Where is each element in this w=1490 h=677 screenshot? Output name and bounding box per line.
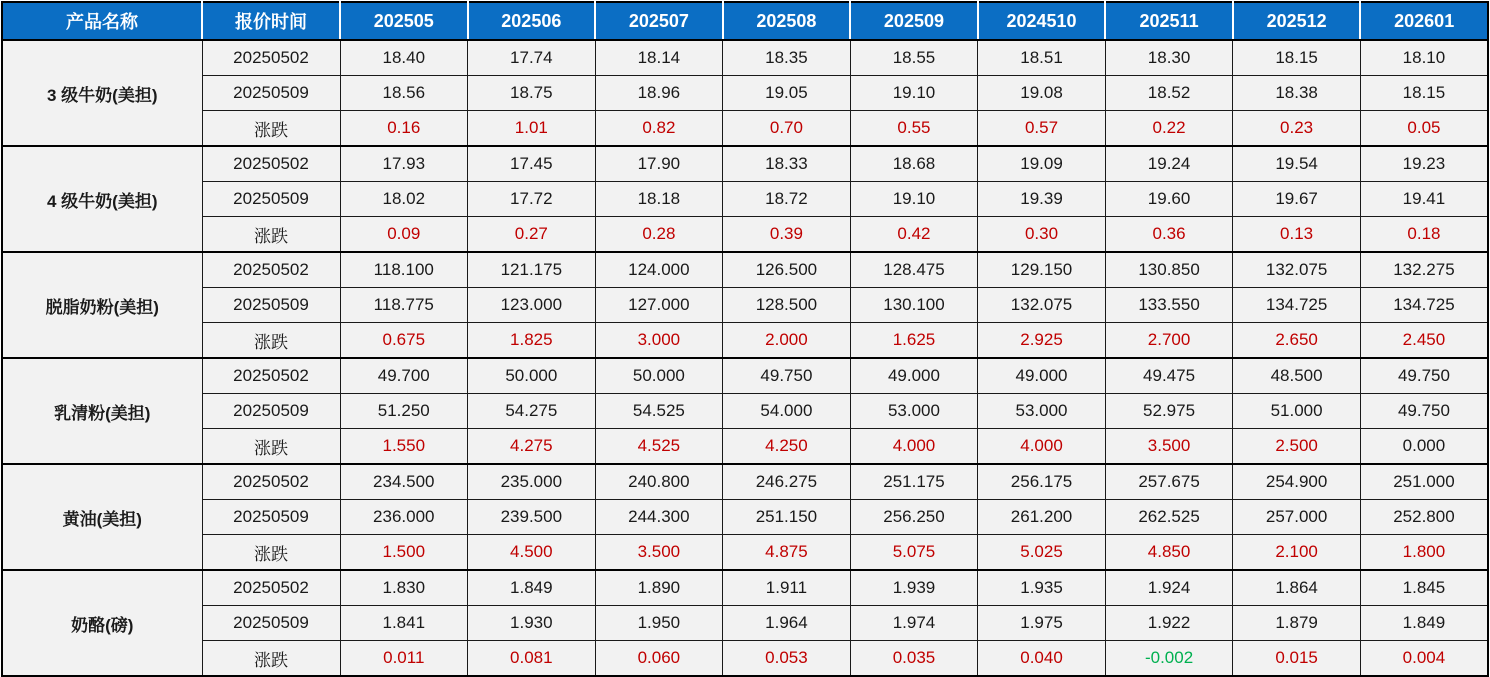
quote-date-cell: 20250502 — [202, 252, 340, 288]
change-value-cell: 0.040 — [978, 641, 1106, 677]
price-value-cell: 121.175 — [468, 252, 596, 288]
price-value-cell: 19.10 — [850, 76, 978, 111]
price-value-cell: 128.475 — [850, 252, 978, 288]
column-header: 报价时间 — [202, 2, 340, 40]
product-name-cell: 乳清粉(美担) — [2, 358, 202, 464]
column-header: 202508 — [723, 2, 851, 40]
column-header: 202509 — [850, 2, 978, 40]
change-label-cell: 涨跌 — [202, 641, 340, 677]
change-value-cell: 0.28 — [595, 217, 723, 253]
change-value-cell: 3.000 — [595, 323, 723, 359]
change-value-cell: 3.500 — [1105, 429, 1233, 465]
price-value-cell: 19.05 — [723, 76, 851, 111]
table-body — [2, 40, 1488, 676]
price-value-cell: 262.525 — [1105, 500, 1233, 535]
change-value-cell: 5.025 — [978, 535, 1106, 571]
price-value-cell: 1.922 — [1105, 606, 1233, 641]
change-value-cell: 4.000 — [850, 429, 978, 465]
quote-date-cell: 20250509 — [202, 288, 340, 323]
column-header: 202507 — [595, 2, 723, 40]
price-value-cell: 19.60 — [1105, 182, 1233, 217]
price-value-cell: 128.500 — [723, 288, 851, 323]
change-value-cell: -0.002 — [1105, 641, 1233, 677]
price-value-cell: 130.100 — [850, 288, 978, 323]
price-value-cell: 18.15 — [1360, 76, 1488, 111]
price-value-cell: 49.000 — [978, 358, 1106, 394]
change-label-cell: 涨跌 — [202, 217, 340, 253]
price-value-cell: 251.000 — [1360, 464, 1488, 500]
price-value-cell: 18.40 — [340, 40, 468, 76]
quote-row — [2, 464, 1488, 500]
price-value-cell: 54.000 — [723, 394, 851, 429]
change-value-cell: 0.004 — [1360, 641, 1488, 677]
change-value-cell: 4.850 — [1105, 535, 1233, 571]
price-value-cell: 18.51 — [978, 40, 1106, 76]
change-value-cell: 0.081 — [468, 641, 596, 677]
price-value-cell: 261.200 — [978, 500, 1106, 535]
change-value-cell: 5.075 — [850, 535, 978, 571]
price-value-cell: 48.500 — [1233, 358, 1361, 394]
price-value-cell: 18.30 — [1105, 40, 1233, 76]
change-value-cell: 0.09 — [340, 217, 468, 253]
change-value-cell: 1.500 — [340, 535, 468, 571]
quote-date-cell: 20250502 — [202, 464, 340, 500]
column-header: 202506 — [468, 2, 596, 40]
change-row — [2, 535, 1488, 571]
change-row — [2, 217, 1488, 253]
price-value-cell: 236.000 — [340, 500, 468, 535]
change-value-cell: 0.675 — [340, 323, 468, 359]
price-value-cell: 129.150 — [978, 252, 1106, 288]
quote-row — [2, 606, 1488, 641]
price-value-cell: 18.35 — [723, 40, 851, 76]
price-value-cell: 1.964 — [723, 606, 851, 641]
price-value-cell: 132.275 — [1360, 252, 1488, 288]
price-value-cell: 1.939 — [850, 570, 978, 606]
change-value-cell: 4.250 — [723, 429, 851, 465]
price-value-cell: 51.000 — [1233, 394, 1361, 429]
change-value-cell: 4.500 — [468, 535, 596, 571]
product-name-cell: 4 级牛奶(美担) — [2, 146, 202, 252]
change-value-cell: 0.30 — [978, 217, 1106, 253]
price-value-cell: 19.24 — [1105, 146, 1233, 182]
price-value-cell: 251.150 — [723, 500, 851, 535]
change-value-cell: 1.550 — [340, 429, 468, 465]
price-value-cell: 256.175 — [978, 464, 1106, 500]
change-value-cell: 0.18 — [1360, 217, 1488, 253]
price-value-cell: 132.075 — [1233, 252, 1361, 288]
price-value-cell: 18.02 — [340, 182, 468, 217]
price-value-cell: 1.924 — [1105, 570, 1233, 606]
price-value-cell: 17.90 — [595, 146, 723, 182]
price-value-cell: 19.08 — [978, 76, 1106, 111]
price-value-cell: 18.68 — [850, 146, 978, 182]
change-value-cell: 0.000 — [1360, 429, 1488, 465]
product-name-cell: 脱脂奶粉(美担) — [2, 252, 202, 358]
price-value-cell: 256.250 — [850, 500, 978, 535]
price-value-cell: 49.750 — [1360, 394, 1488, 429]
product-name-cell: 奶酪(磅) — [2, 570, 202, 676]
quote-date-cell: 20250509 — [202, 606, 340, 641]
price-value-cell: 134.725 — [1360, 288, 1488, 323]
price-value-cell: 18.52 — [1105, 76, 1233, 111]
change-value-cell: 0.57 — [978, 111, 1106, 147]
quote-date-cell: 20250509 — [202, 182, 340, 217]
change-value-cell: 2.700 — [1105, 323, 1233, 359]
quote-date-cell: 20250502 — [202, 146, 340, 182]
change-label-cell: 涨跌 — [202, 111, 340, 147]
price-value-cell: 18.96 — [595, 76, 723, 111]
price-value-cell: 19.39 — [978, 182, 1106, 217]
change-value-cell: 0.22 — [1105, 111, 1233, 147]
price-value-cell: 126.500 — [723, 252, 851, 288]
change-row — [2, 429, 1488, 465]
price-value-cell: 18.10 — [1360, 40, 1488, 76]
change-value-cell: 4.875 — [723, 535, 851, 571]
price-value-cell: 18.38 — [1233, 76, 1361, 111]
change-value-cell: 0.053 — [723, 641, 851, 677]
price-value-cell: 130.850 — [1105, 252, 1233, 288]
price-value-cell: 18.15 — [1233, 40, 1361, 76]
price-value-cell: 18.33 — [723, 146, 851, 182]
price-value-cell: 1.864 — [1233, 570, 1361, 606]
change-value-cell: 3.500 — [595, 535, 723, 571]
price-value-cell: 1.930 — [468, 606, 596, 641]
quote-row — [2, 182, 1488, 217]
change-row — [2, 111, 1488, 147]
price-value-cell: 18.56 — [340, 76, 468, 111]
price-value-cell: 17.45 — [468, 146, 596, 182]
change-value-cell: 0.70 — [723, 111, 851, 147]
price-value-cell: 240.800 — [595, 464, 723, 500]
change-value-cell: 4.275 — [468, 429, 596, 465]
price-value-cell: 251.175 — [850, 464, 978, 500]
quote-row — [2, 358, 1488, 394]
change-value-cell: 0.035 — [850, 641, 978, 677]
price-value-cell: 257.675 — [1105, 464, 1233, 500]
price-value-cell: 19.67 — [1233, 182, 1361, 217]
price-value-cell: 18.72 — [723, 182, 851, 217]
price-value-cell: 50.000 — [468, 358, 596, 394]
price-value-cell: 123.000 — [468, 288, 596, 323]
quote-row — [2, 394, 1488, 429]
change-value-cell: 1.800 — [1360, 535, 1488, 571]
change-row — [2, 641, 1488, 677]
change-value-cell: 0.55 — [850, 111, 978, 147]
price-value-cell: 124.000 — [595, 252, 723, 288]
price-value-cell: 1.841 — [340, 606, 468, 641]
price-value-cell: 127.000 — [595, 288, 723, 323]
price-value-cell: 19.09 — [978, 146, 1106, 182]
price-value-cell: 1.879 — [1233, 606, 1361, 641]
price-value-cell: 1.830 — [340, 570, 468, 606]
quote-date-cell: 20250502 — [202, 570, 340, 606]
change-value-cell: 2.450 — [1360, 323, 1488, 359]
change-value-cell: 0.23 — [1233, 111, 1361, 147]
change-value-cell: 0.015 — [1233, 641, 1361, 677]
price-value-cell: 1.849 — [1360, 606, 1488, 641]
change-value-cell: 2.100 — [1233, 535, 1361, 571]
change-value-cell: 0.36 — [1105, 217, 1233, 253]
change-value-cell: 2.000 — [723, 323, 851, 359]
quote-row — [2, 500, 1488, 535]
price-value-cell: 52.975 — [1105, 394, 1233, 429]
price-value-cell: 53.000 — [978, 394, 1106, 429]
quote-date-cell: 20250509 — [202, 76, 340, 111]
column-header: 202512 — [1233, 2, 1361, 40]
price-value-cell: 1.890 — [595, 570, 723, 606]
price-value-cell: 1.950 — [595, 606, 723, 641]
price-value-cell: 18.14 — [595, 40, 723, 76]
quote-row — [2, 288, 1488, 323]
price-value-cell: 17.72 — [468, 182, 596, 217]
change-value-cell: 0.42 — [850, 217, 978, 253]
change-label-cell: 涨跌 — [202, 323, 340, 359]
price-value-cell: 244.300 — [595, 500, 723, 535]
price-value-cell: 134.725 — [1233, 288, 1361, 323]
change-value-cell: 4.000 — [978, 429, 1106, 465]
change-value-cell: 0.13 — [1233, 217, 1361, 253]
price-value-cell: 49.000 — [850, 358, 978, 394]
change-value-cell: 0.060 — [595, 641, 723, 677]
change-value-cell: 0.82 — [595, 111, 723, 147]
change-value-cell: 2.650 — [1233, 323, 1361, 359]
change-label-cell: 涨跌 — [202, 429, 340, 465]
price-value-cell: 19.23 — [1360, 146, 1488, 182]
column-header: 产品名称 — [2, 2, 202, 40]
quote-row — [2, 146, 1488, 182]
price-value-cell: 1.974 — [850, 606, 978, 641]
change-value-cell: 0.05 — [1360, 111, 1488, 147]
quote-date-cell: 20250509 — [202, 500, 340, 535]
change-value-cell: 0.16 — [340, 111, 468, 147]
column-header: 202505 — [340, 2, 468, 40]
price-value-cell: 17.93 — [340, 146, 468, 182]
price-value-cell: 1.911 — [723, 570, 851, 606]
change-value-cell: 2.500 — [1233, 429, 1361, 465]
change-value-cell: 0.011 — [340, 641, 468, 677]
price-value-cell: 1.975 — [978, 606, 1106, 641]
dairy-futures-price-table-wrap — [1, 1, 1489, 677]
product-name-cell: 黄油(美担) — [2, 464, 202, 570]
table-header — [2, 2, 1488, 40]
price-value-cell: 17.74 — [468, 40, 596, 76]
price-value-cell: 118.100 — [340, 252, 468, 288]
price-value-cell: 51.250 — [340, 394, 468, 429]
price-value-cell: 50.000 — [595, 358, 723, 394]
price-value-cell: 252.800 — [1360, 500, 1488, 535]
price-value-cell: 1.845 — [1360, 570, 1488, 606]
price-value-cell: 257.000 — [1233, 500, 1361, 535]
quote-row — [2, 570, 1488, 606]
column-header: 2024510 — [978, 2, 1106, 40]
column-header: 202601 — [1360, 2, 1488, 40]
change-value-cell: 0.27 — [468, 217, 596, 253]
quote-date-cell: 20250502 — [202, 40, 340, 76]
quote-row — [2, 252, 1488, 288]
change-value-cell: 4.525 — [595, 429, 723, 465]
price-value-cell: 54.525 — [595, 394, 723, 429]
price-value-cell: 239.500 — [468, 500, 596, 535]
price-value-cell: 235.000 — [468, 464, 596, 500]
price-value-cell: 18.18 — [595, 182, 723, 217]
change-value-cell: 1.625 — [850, 323, 978, 359]
change-row — [2, 323, 1488, 359]
change-label-cell: 涨跌 — [202, 535, 340, 571]
price-value-cell: 49.475 — [1105, 358, 1233, 394]
price-value-cell: 19.10 — [850, 182, 978, 217]
price-value-cell: 132.075 — [978, 288, 1106, 323]
quote-row — [2, 76, 1488, 111]
price-value-cell: 254.900 — [1233, 464, 1361, 500]
price-value-cell: 118.775 — [340, 288, 468, 323]
price-value-cell: 18.75 — [468, 76, 596, 111]
price-value-cell: 19.54 — [1233, 146, 1361, 182]
price-value-cell: 1.935 — [978, 570, 1106, 606]
price-value-cell: 53.000 — [850, 394, 978, 429]
price-value-cell: 18.55 — [850, 40, 978, 76]
change-value-cell: 1.01 — [468, 111, 596, 147]
price-value-cell: 1.849 — [468, 570, 596, 606]
column-header: 202511 — [1105, 2, 1233, 40]
quote-row — [2, 40, 1488, 76]
change-value-cell: 0.39 — [723, 217, 851, 253]
quote-date-cell: 20250509 — [202, 394, 340, 429]
product-name-cell: 3 级牛奶(美担) — [2, 40, 202, 146]
price-value-cell: 19.41 — [1360, 182, 1488, 217]
price-value-cell: 49.750 — [723, 358, 851, 394]
price-value-cell: 54.275 — [468, 394, 596, 429]
price-value-cell: 133.550 — [1105, 288, 1233, 323]
quote-date-cell: 20250502 — [202, 358, 340, 394]
dairy-futures-price-table — [1, 1, 1489, 677]
change-value-cell: 2.925 — [978, 323, 1106, 359]
change-value-cell: 1.825 — [468, 323, 596, 359]
header-row — [2, 2, 1488, 40]
price-value-cell: 49.700 — [340, 358, 468, 394]
price-value-cell: 49.750 — [1360, 358, 1488, 394]
price-value-cell: 246.275 — [723, 464, 851, 500]
price-value-cell: 234.500 — [340, 464, 468, 500]
